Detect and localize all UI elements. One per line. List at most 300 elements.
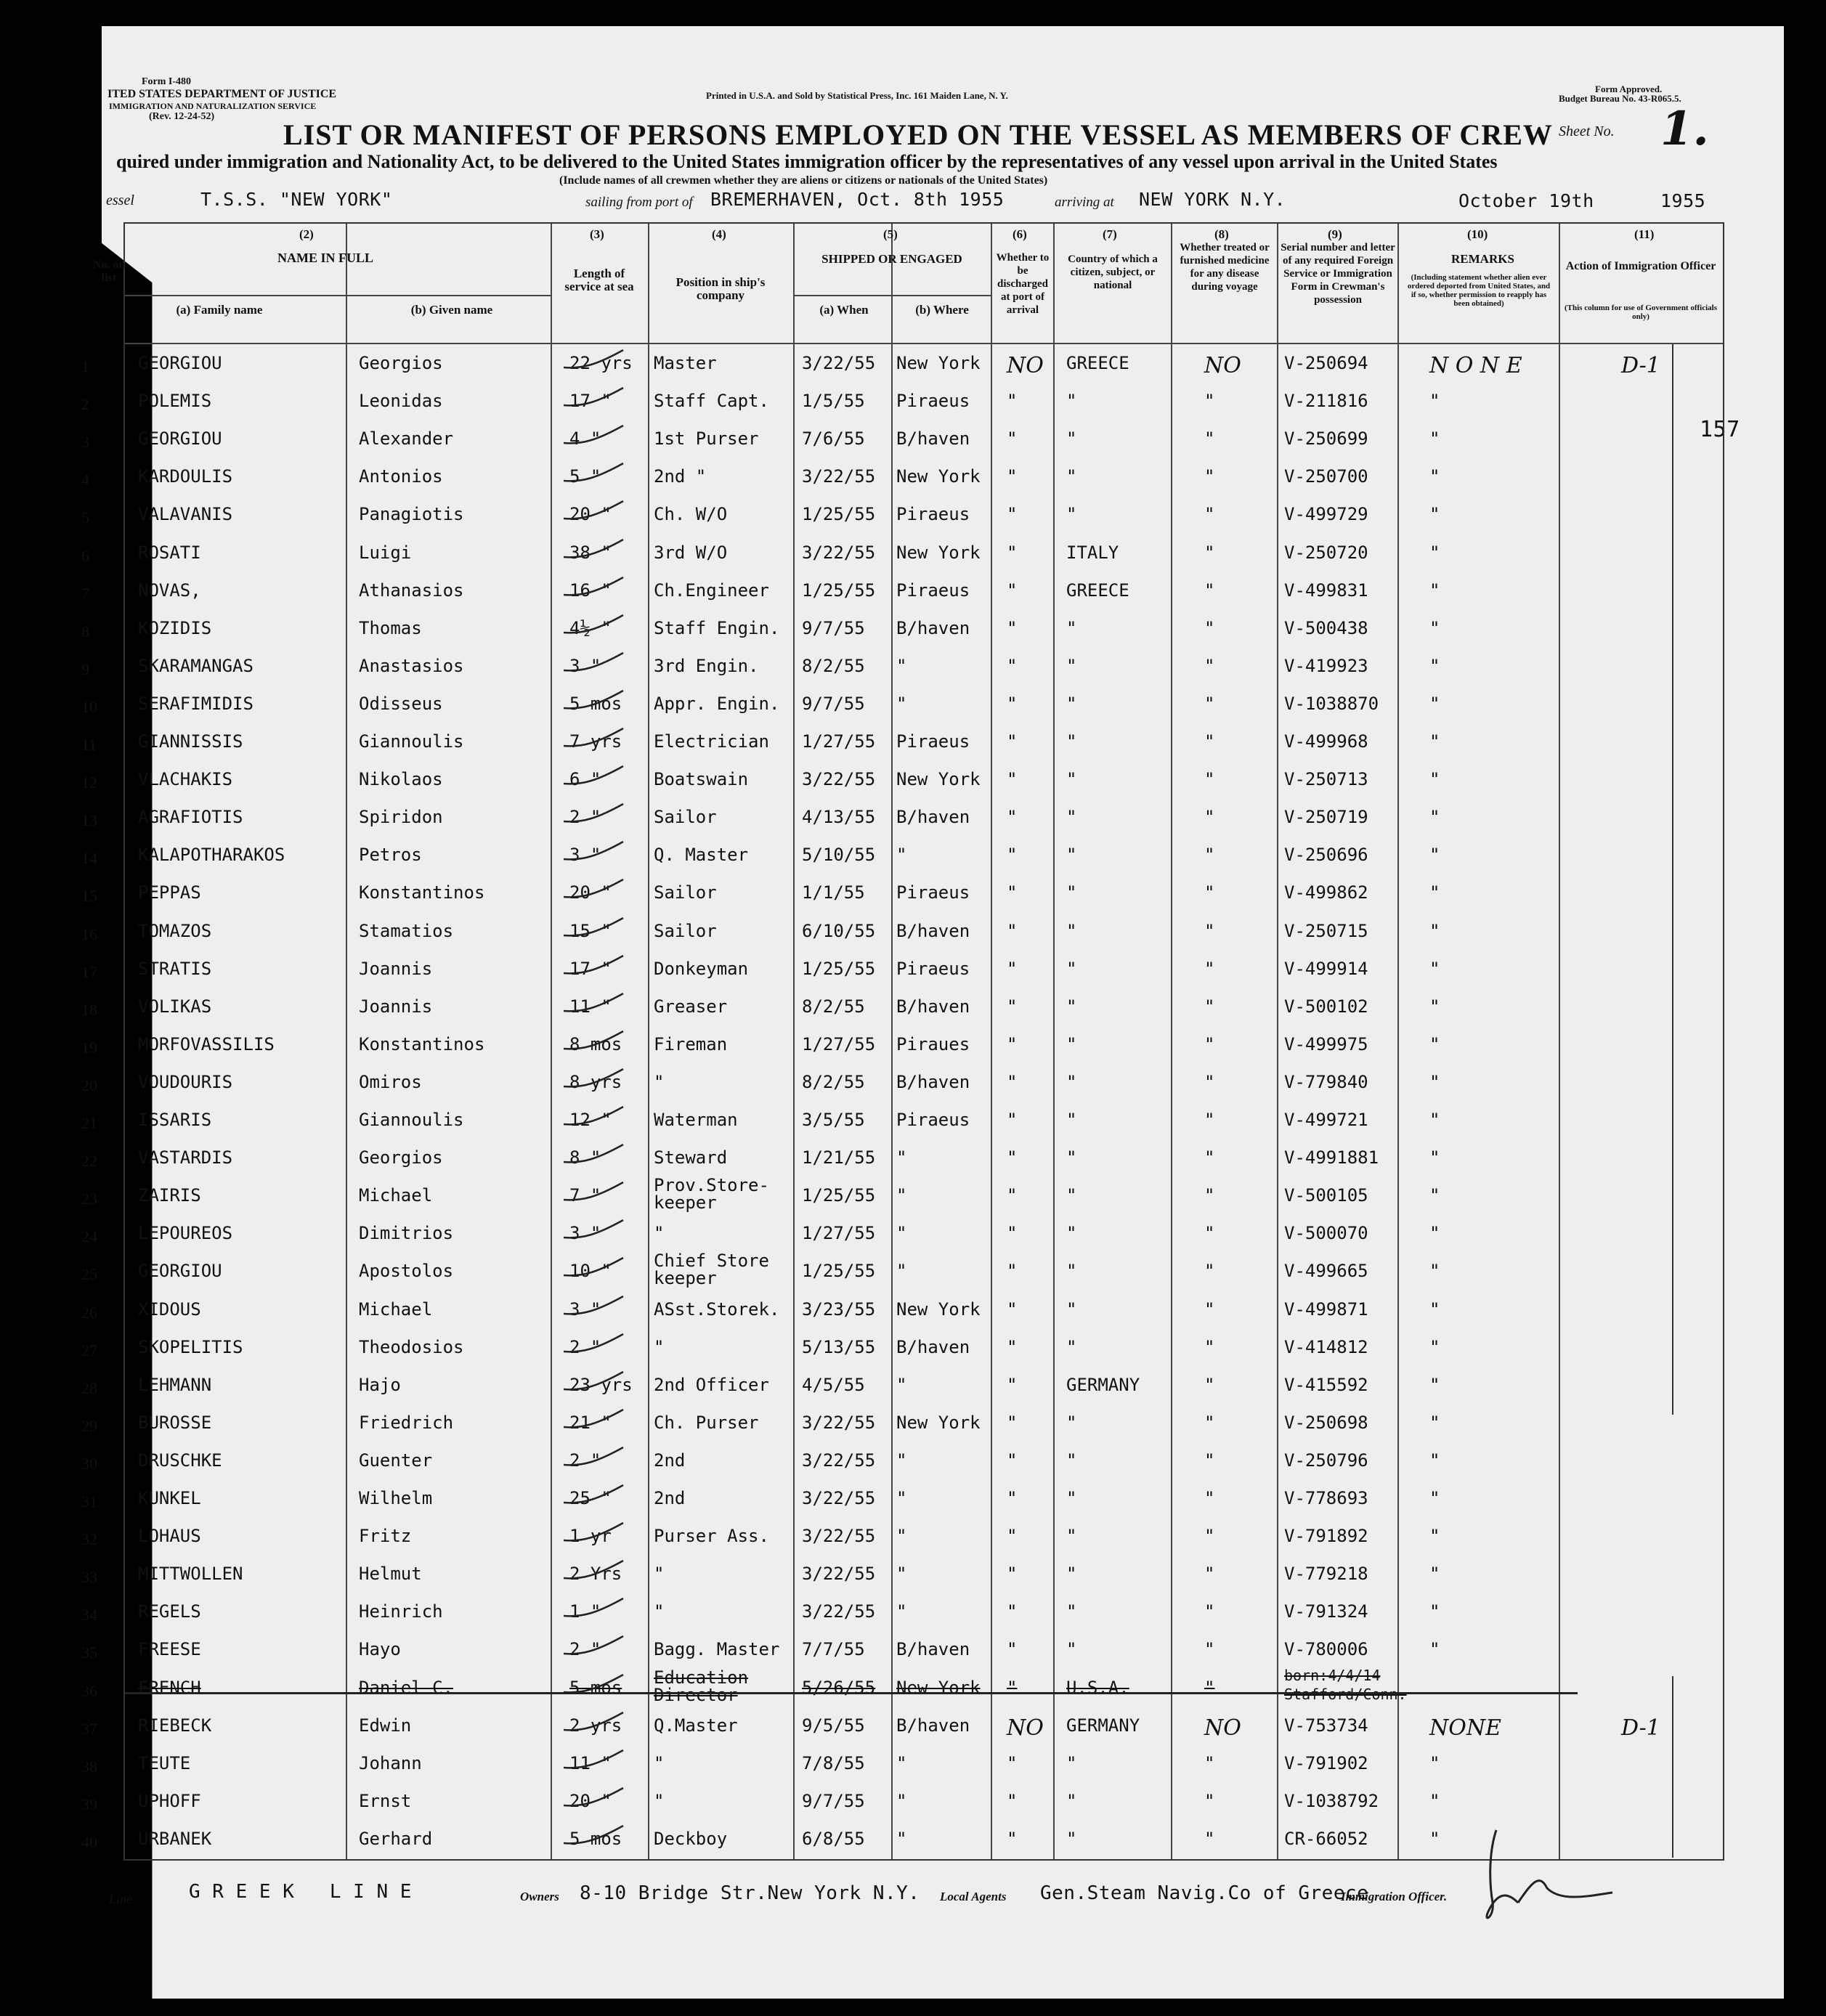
cell-where: Piraeus: [896, 391, 970, 412]
cell-given: Stamatios: [359, 920, 454, 941]
cell-remarks: ": [1429, 1071, 1440, 1092]
cell-remarks: ": [1429, 693, 1440, 714]
row-number: 16: [81, 924, 97, 943]
cell-med: NO: [1204, 353, 1241, 378]
cell-where: ": [896, 1488, 907, 1508]
cell-given: Michael: [359, 1185, 433, 1206]
cell-family: GIANNISSIS: [138, 731, 243, 752]
check-mark-icon: [561, 1330, 626, 1359]
cell-family: UPHOFF: [138, 1790, 201, 1811]
row-number: 17: [81, 962, 97, 981]
cell-disch: ": [1007, 693, 1018, 714]
cell-when: 3/22/55: [802, 1450, 876, 1471]
cell-country: ": [1066, 391, 1077, 412]
check-mark-icon: [561, 497, 626, 526]
cell-serial: V-778693: [1284, 1488, 1368, 1508]
cell-length: 16 ": [569, 580, 612, 601]
cell-where: ": [896, 1185, 907, 1206]
row-number: 21: [81, 1114, 97, 1132]
cell-med: ": [1204, 1223, 1215, 1244]
cell-given: Thomas: [359, 617, 422, 638]
row-number: 11: [81, 736, 97, 754]
cell-length: 5 mos: [569, 1828, 622, 1849]
sailing-label: sailing from port of: [585, 195, 693, 210]
cell-when: 1/5/55: [802, 391, 865, 412]
cell-med: ": [1204, 1033, 1215, 1054]
cell-when: 8/2/55: [802, 996, 865, 1017]
cell-med: ": [1204, 1110, 1215, 1130]
cell-where: ": [896, 1752, 907, 1773]
cell-med: ": [1204, 1488, 1215, 1508]
line-name: G R E E K L I N E: [189, 1881, 412, 1903]
cell-position: Bagg. Master: [654, 1639, 780, 1660]
cell-disch: NO: [1007, 1715, 1044, 1741]
cell-serial: V-250700: [1284, 466, 1368, 487]
cell-when: 1/25/55: [802, 580, 876, 601]
cell-length: 7 ": [569, 1185, 601, 1206]
table-row: [81, 1666, 1723, 1707]
cell-position: Waterman: [654, 1110, 738, 1130]
cell-when: 5/13/55: [802, 1336, 876, 1357]
cell-family: LEPOUREOS: [138, 1223, 233, 1244]
cell-length: 5 mos: [569, 1677, 622, 1698]
cell-when: 3/22/55: [802, 769, 876, 790]
cell-position: Q. Master: [654, 845, 749, 866]
cell-serial: V-250694: [1284, 353, 1368, 373]
cell-disch: ": [1007, 542, 1018, 563]
table-row: [81, 458, 1723, 495]
check-mark-icon: [561, 1443, 626, 1472]
cell-serial: V-500070: [1284, 1223, 1368, 1244]
cell-remarks: N O N E: [1429, 353, 1522, 378]
cell-family: MITTWOLLEN: [138, 1564, 243, 1585]
cell-disch: ": [1007, 1261, 1018, 1282]
cell-disch: ": [1007, 1450, 1018, 1471]
cell-given: Dimitrios: [359, 1223, 454, 1244]
form-revision: (Rev. 12-24-52): [149, 111, 215, 122]
table-row: [81, 798, 1723, 836]
position-header: Position in ship's company: [675, 275, 766, 302]
agents-label: Local Agents: [940, 1890, 1007, 1903]
manifest-title: LIST OR MANIFEST OF PERSONS EMPLOYED ON THE VESSEL AS MEMBERS OF CREW: [283, 118, 1553, 151]
cell-length: 1 ": [569, 1601, 601, 1622]
cell-disch: ": [1007, 1677, 1018, 1698]
cell-given: Giannoulis: [359, 1110, 464, 1130]
table-row: [81, 1782, 1723, 1820]
owners-label: Owners: [520, 1890, 559, 1903]
row-number: 18: [81, 1000, 97, 1019]
remarks-note: (Including statement whether alien ever ordered deported from United States, and if so, whether permission to reapply has been obtained): [1407, 273, 1551, 308]
check-mark-icon: [561, 1178, 626, 1207]
cell-position: Master: [654, 353, 717, 373]
cell-position: Fireman: [654, 1033, 728, 1054]
cell-where: New York: [896, 542, 981, 563]
cell-country: ": [1066, 1147, 1077, 1168]
cell-given: Apostolos: [359, 1261, 454, 1282]
cell-disch: ": [1007, 958, 1018, 979]
cell-serial: V-780006: [1284, 1639, 1368, 1660]
cell-length: 4 ": [569, 428, 601, 450]
row-number: 12: [81, 773, 97, 792]
row-number: 9: [81, 659, 89, 678]
cell-disch: ": [1007, 1298, 1018, 1320]
cell-when: 7/8/55: [802, 1752, 865, 1773]
cell-med: ": [1204, 1450, 1215, 1471]
cell-family: GEORGIOU: [138, 428, 222, 450]
cell-med: ": [1204, 1752, 1215, 1773]
cell-given: Friedrich: [359, 1412, 454, 1433]
cell-when: 1/27/55: [802, 1033, 876, 1054]
cell-remarks: ": [1429, 542, 1440, 563]
check-mark-icon: [561, 1102, 626, 1131]
check-mark-icon: [561, 951, 626, 980]
check-mark-icon: [561, 1140, 626, 1169]
cell-where: ": [896, 1790, 907, 1811]
row-number: 33: [81, 1568, 97, 1587]
table-row: [81, 1139, 1723, 1176]
cell-country: ": [1066, 1412, 1077, 1433]
check-mark-icon: [561, 1784, 626, 1813]
cell-remarks: ": [1429, 882, 1440, 903]
cell-disch: ": [1007, 1110, 1018, 1130]
cell-family: NOVAS,: [138, 580, 201, 601]
cell-where: New York: [896, 353, 981, 373]
cell-serial: born:4/4/14 Stafford/Conn.: [1284, 1666, 1407, 1703]
table-row: [81, 534, 1723, 572]
cell-disch: ": [1007, 920, 1018, 941]
cell-med: ": [1204, 1374, 1215, 1395]
cell-country: ": [1066, 1450, 1077, 1471]
cell-med: NO: [1204, 1715, 1241, 1741]
cell-disch: ": [1007, 1412, 1018, 1433]
cell-remarks: ": [1429, 996, 1440, 1017]
cell-country: ": [1066, 807, 1077, 828]
cell-given: Odisseus: [359, 693, 443, 714]
table-row: [81, 1291, 1723, 1328]
cell-remarks: ": [1429, 1526, 1440, 1547]
check-mark-icon: [561, 1821, 626, 1850]
cell-remarks: ": [1429, 1110, 1440, 1130]
cell-given: Omiros: [359, 1071, 422, 1092]
cell-serial: V-250713: [1284, 769, 1368, 790]
cell-country: ": [1066, 617, 1077, 638]
cell-when: 1/27/55: [802, 1223, 876, 1244]
cell-where: ": [896, 1450, 907, 1471]
cell-when: 3/5/55: [802, 1110, 865, 1130]
cell-when: 1/27/55: [802, 731, 876, 752]
cell-remarks: ": [1429, 958, 1440, 979]
table-row: [81, 1517, 1723, 1555]
table-row: [81, 382, 1723, 420]
cell-country: ": [1066, 1033, 1077, 1054]
check-mark-icon: [561, 686, 626, 715]
cell-where: New York: [896, 1677, 981, 1698]
cell-remarks: ": [1429, 391, 1440, 412]
cell-length: 11 ": [569, 996, 612, 1017]
arriving-label: arriving at: [1055, 195, 1114, 210]
cell-position: Boatswain: [654, 769, 749, 790]
cell-when: 3/22/55: [802, 1488, 876, 1508]
cell-length: 22 yrs: [569, 353, 633, 373]
cell-med: ": [1204, 1601, 1215, 1622]
cell-family: LOHAUS: [138, 1526, 201, 1547]
cell-family: BUROSSE: [138, 1412, 212, 1433]
cell-family: ZAIRIS: [138, 1185, 201, 1206]
cell-position: Ch. W/O: [654, 504, 728, 525]
cell-where: B/haven: [896, 1336, 970, 1357]
cell-disch: ": [1007, 466, 1018, 487]
cell-med: ": [1204, 1261, 1215, 1282]
table-row: [81, 950, 1723, 988]
cell-family: KALAPOTHARAKOS: [138, 845, 285, 866]
cell-med: ": [1204, 1336, 1215, 1357]
cell-remarks: ": [1429, 655, 1440, 676]
table-row: [81, 495, 1723, 533]
check-mark-icon: [561, 1065, 626, 1094]
cell-disch: ": [1007, 807, 1018, 828]
table-row: [81, 836, 1723, 874]
cell-med: ": [1204, 466, 1215, 487]
cell-country: ": [1066, 958, 1077, 979]
check-mark-icon: [561, 1253, 626, 1283]
check-mark-icon: [561, 1367, 626, 1397]
cell-disch: ": [1007, 845, 1018, 866]
table-row: [81, 1744, 1723, 1782]
cell-position: Steward: [654, 1147, 728, 1168]
cell-med: ": [1204, 1790, 1215, 1811]
cell-where: ": [896, 693, 907, 714]
cell-med: ": [1204, 504, 1215, 525]
cell-remarks: ": [1429, 1601, 1440, 1622]
cell-position: Electrician: [654, 731, 769, 752]
cell-serial: V-791902: [1284, 1752, 1368, 1773]
row-number: 31: [81, 1492, 97, 1511]
table-row: [81, 1063, 1723, 1101]
cell-remarks: ": [1429, 731, 1440, 752]
cell-country: ": [1066, 693, 1077, 714]
cell-country: ": [1066, 1752, 1077, 1773]
cell-family: POLEMIS: [138, 391, 212, 412]
cell-med: ": [1204, 996, 1215, 1017]
cell-family: KARDOULIS: [138, 466, 233, 487]
row-number: 4: [81, 471, 89, 489]
cell-remarks: ": [1429, 1033, 1440, 1054]
cell-serial: V-791892: [1284, 1526, 1368, 1547]
cell-remarks: ": [1429, 466, 1440, 487]
row-number: 15: [81, 887, 97, 906]
cell-remarks: ": [1429, 1450, 1440, 1471]
cell-length: 8 yrs: [569, 1071, 622, 1092]
row-number: 34: [81, 1606, 97, 1625]
cell-position: ": [654, 1564, 665, 1585]
cell-country: ": [1066, 731, 1077, 752]
cell-serial: V-499831: [1284, 580, 1368, 601]
cell-serial: V-499968: [1284, 731, 1368, 752]
cell-length: 1 yr: [569, 1526, 612, 1547]
vessel-name: T.S.S. "NEW YORK": [200, 189, 393, 210]
cell-family: ISSARIS: [138, 1110, 212, 1130]
cell-where: New York: [896, 1412, 981, 1433]
cell-remarks: ": [1429, 1185, 1440, 1206]
cell-serial: V-499871: [1284, 1298, 1368, 1320]
cell-given: Guenter: [359, 1450, 433, 1471]
cell-family: FRENCH: [138, 1677, 201, 1698]
row-number: 26: [81, 1303, 97, 1322]
row-number: 20: [81, 1076, 97, 1094]
cell-when: 6/10/55: [802, 920, 876, 941]
cell-given: Michael: [359, 1298, 433, 1320]
given-name-header: (b) Given name: [410, 303, 493, 317]
row-number: 35: [81, 1643, 97, 1662]
row-number: 36: [81, 1681, 97, 1700]
cell-disch: ": [1007, 1526, 1018, 1547]
budget-bureau: Budget Bureau No. 43-R065.5.: [1559, 93, 1681, 104]
cell-serial: V-1038870: [1284, 693, 1379, 714]
cell-med: ": [1204, 1071, 1215, 1092]
cell-length: 23 yrs: [569, 1374, 633, 1395]
cell-disch: ": [1007, 580, 1018, 601]
cell-given: Luigi: [359, 542, 412, 563]
cell-serial: CR-66052: [1284, 1828, 1368, 1849]
cell-remarks: ": [1429, 769, 1440, 790]
cell-when: 9/7/55: [802, 617, 865, 638]
cell-med: ": [1204, 1677, 1215, 1698]
cell-length: 2 ": [569, 1450, 601, 1471]
check-mark-icon: [561, 1519, 626, 1548]
cell-where: Piraeus: [896, 731, 970, 752]
action-note: (This column for use of Government officials only): [1565, 304, 1718, 321]
cell-remarks: ": [1429, 1790, 1440, 1811]
pen-mark-line: [1672, 344, 1673, 1415]
check-mark-icon: [561, 346, 626, 375]
cell-given: Georgios: [359, 1147, 443, 1168]
cell-given: Hajo: [359, 1374, 401, 1395]
cell-given: Giannoulis: [359, 731, 464, 752]
cell-family: KOZIDIS: [138, 617, 212, 638]
cell-remarks: ": [1429, 1223, 1440, 1244]
cell-position: ": [654, 1601, 665, 1622]
side-number: 157: [1700, 417, 1740, 442]
cell-position: 2nd: [654, 1488, 686, 1508]
cell-given: Konstantinos: [359, 882, 485, 903]
cell-serial: V-499975: [1284, 1033, 1368, 1054]
cell-length: 11 ": [569, 1752, 612, 1773]
cell-given: Gerhard: [359, 1828, 433, 1849]
cell-where: ": [896, 845, 907, 866]
cell-family: ROSATI: [138, 542, 201, 563]
length-of-service-header: Length of service at sea: [564, 267, 634, 293]
cell-family: PEPPAS: [138, 882, 201, 903]
cell-family: VLACHAKIS: [138, 769, 233, 790]
cell-remarks: ": [1429, 1488, 1440, 1508]
cell-serial: V-499914: [1284, 958, 1368, 979]
cell-position: 2nd: [654, 1450, 686, 1471]
cell-length: 3 ": [569, 1223, 601, 1244]
cell-disch: ": [1007, 1185, 1018, 1206]
cell-when: 9/7/55: [802, 693, 865, 714]
cell-position: Purser Ass.: [654, 1526, 769, 1547]
check-mark-icon: [561, 1670, 626, 1699]
cell-country: ": [1066, 1790, 1077, 1811]
cell-where: ": [896, 1223, 907, 1244]
check-mark-icon: [561, 914, 626, 943]
cell-remarks: ": [1429, 1564, 1440, 1585]
where-header: (b) Where: [915, 303, 969, 317]
cell-med: ": [1204, 958, 1215, 979]
cell-where: ": [896, 1601, 907, 1622]
cell-action: D-1: [1621, 353, 1660, 378]
cell-country: ": [1066, 1526, 1077, 1547]
cell-med: ": [1204, 1298, 1215, 1320]
cell-serial: V-250715: [1284, 920, 1368, 941]
cell-position: Appr. Engin.: [654, 693, 780, 714]
cell-disch: ": [1007, 1488, 1018, 1508]
cell-serial: V-415592: [1284, 1374, 1368, 1395]
cell-family: URBANEK: [138, 1828, 212, 1849]
cell-where: ": [896, 1526, 907, 1547]
cell-when: 1/25/55: [802, 1261, 876, 1282]
cell-disch: ": [1007, 1033, 1018, 1054]
cell-where: B/haven: [896, 1639, 970, 1660]
row-number: 28: [81, 1378, 97, 1397]
cell-when: 3/23/55: [802, 1298, 876, 1320]
cell-serial: V-250698: [1284, 1412, 1368, 1433]
table-row: [81, 1328, 1723, 1366]
cell-country: ": [1066, 1223, 1077, 1244]
cell-remarks: ": [1429, 920, 1440, 941]
table-row: [81, 647, 1723, 685]
cell-country: ": [1066, 1261, 1077, 1282]
table-row: [81, 609, 1723, 647]
cell-serial: V-500105: [1284, 1185, 1368, 1206]
row-number: 32: [81, 1530, 97, 1549]
row-number: 25: [81, 1265, 97, 1284]
cell-serial: V-499729: [1284, 504, 1368, 525]
cell-where: Piraeus: [896, 580, 970, 601]
cell-country: ": [1066, 845, 1077, 866]
cell-family: TEUTE: [138, 1752, 191, 1773]
cell-given: Fritz: [359, 1526, 412, 1547]
row-number: 10: [81, 697, 97, 716]
departure-port: BREMERHAVEN, Oct. 8th 1955: [710, 189, 1005, 210]
cell-where: Piraeus: [896, 958, 970, 979]
cell-where: B/haven: [896, 428, 970, 450]
serial-number-header: Serial number and letter of any required Foreign Service or Immigration Form in Crewman's possession: [1281, 242, 1395, 306]
strike-through-line: [125, 1692, 1578, 1694]
cell-position: Sailor: [654, 807, 717, 828]
cell-country: ": [1066, 655, 1077, 676]
country-header: Country of which a citizen, subject, or national: [1068, 253, 1158, 291]
check-mark-icon: [561, 1632, 626, 1661]
row-number: 30: [81, 1454, 97, 1473]
col-10-number: (10): [1467, 227, 1488, 241]
cell-disch: ": [1007, 1639, 1018, 1660]
cell-length: 5 ": [569, 466, 601, 487]
cell-med: ": [1204, 1412, 1215, 1433]
row-number: 2: [81, 395, 89, 414]
check-mark-icon: [561, 989, 626, 1018]
cell-remarks: ": [1429, 428, 1440, 450]
cell-family: GEORGIOU: [138, 1261, 222, 1282]
row-number: 38: [81, 1757, 97, 1776]
cell-where: ": [896, 1261, 907, 1282]
cell-remarks: ": [1429, 1374, 1440, 1395]
cell-med: ": [1204, 1147, 1215, 1168]
cell-when: 7/6/55: [802, 428, 865, 450]
cell-med: ": [1204, 1828, 1215, 1849]
row-number: 22: [81, 1152, 97, 1171]
row-number: 27: [81, 1341, 97, 1359]
